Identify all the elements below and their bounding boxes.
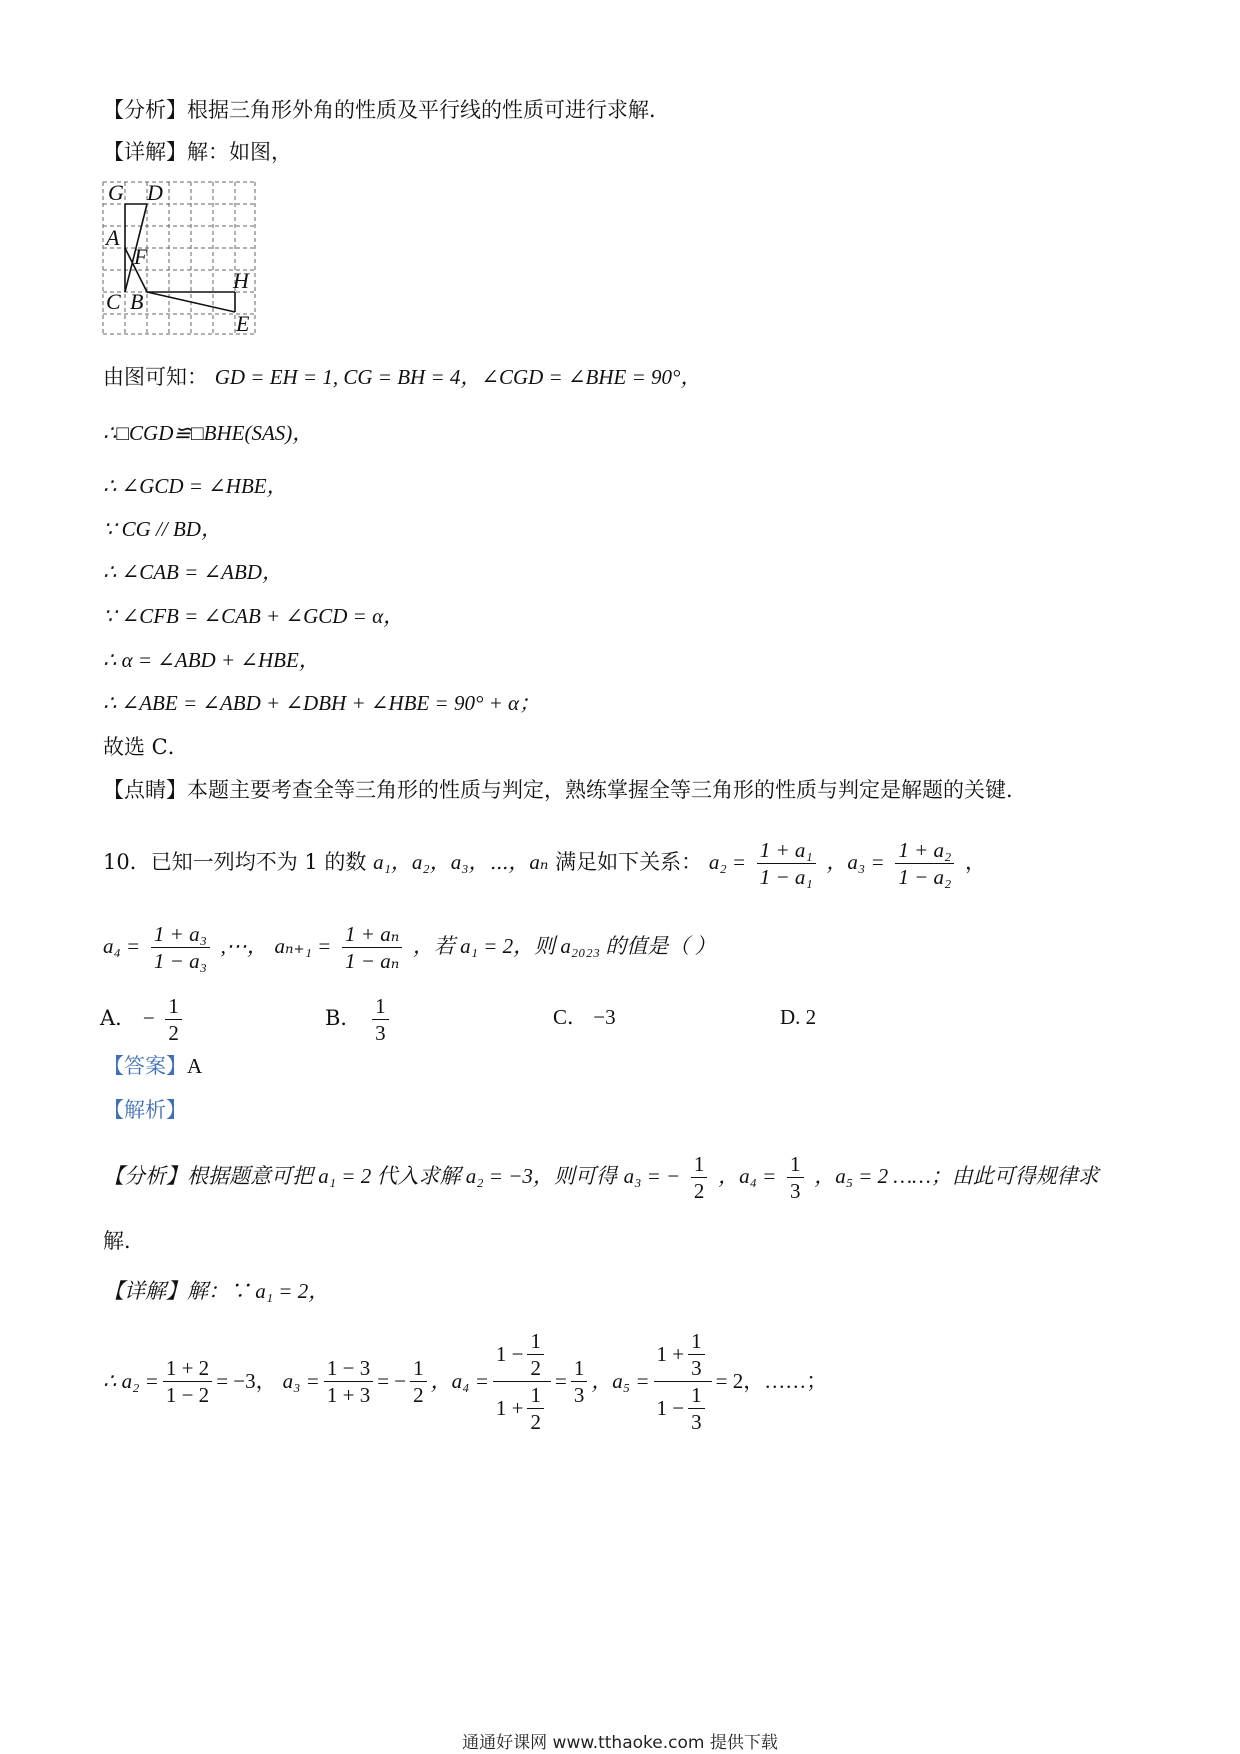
- label-H: H: [233, 268, 249, 293]
- fraction-denominator: 1 − 2: [165, 1382, 210, 1407]
- option-b-label: B．: [325, 1006, 362, 1030]
- denominator-prefix: 1 +: [495, 1396, 524, 1420]
- fraction-numerator: 1 − 3: [324, 1355, 373, 1382]
- option-a-label: A．: [100, 1006, 137, 1030]
- inner-fraction: [527, 1328, 544, 1381]
- q10-analysis-tail: ，a₅ = 2 ……；由此可得规律求: [814, 1164, 1099, 1188]
- fraction-numerator: 1 + a₁: [757, 837, 816, 864]
- fraction-denominator: 2: [530, 1409, 541, 1434]
- label-F: F: [134, 244, 148, 269]
- calc-a5-complex-fraction: [654, 1328, 712, 1435]
- geometry-figure: [100, 178, 260, 338]
- calc-a2-fraction: [163, 1355, 212, 1408]
- step-2: ∴ ∠GCD = ∠HBE，: [103, 474, 288, 498]
- fraction-denominator: 2: [168, 1021, 179, 1045]
- answer-value: A: [187, 1054, 203, 1078]
- note-line: 【点睛】本题主要考查全等三角形的性质与判定，熟练掌握全等三角形的性质与判定是解题的关键．: [103, 778, 1027, 802]
- q10-stem-a: 10．已知一列均不为 1 的数: [103, 850, 367, 874]
- q10-analysis-a3-fraction: [691, 1151, 708, 1204]
- fraction-denominator: 1 − a₂: [898, 865, 952, 889]
- fraction-denominator: 3: [691, 1409, 702, 1434]
- q10-a4-fraction: [151, 921, 210, 974]
- step-7: ∴ ∠ABE = ∠ABD + ∠DBH + ∠HBE = 90° + α；: [103, 691, 541, 715]
- from-figure-math: GD = EH = 1, CG = BH = 4，∠CGD = ∠BHE = 90°，: [214, 365, 702, 389]
- fraction-denominator: 2: [413, 1382, 424, 1407]
- label-C: C: [106, 289, 121, 314]
- explain-tag: 【解析】: [103, 1098, 187, 1122]
- option-a-sign: −: [142, 1006, 155, 1030]
- label-G: G: [108, 180, 124, 205]
- q10-detail-line: 【详解】解：∵ a₁ = 2，: [103, 1279, 330, 1303]
- option-a: [100, 990, 186, 1046]
- q10-stem-b: 满足如下关系：: [555, 850, 703, 874]
- detail-line: 【详解】解：如图，: [103, 140, 292, 164]
- calc-a3-result: [410, 1355, 427, 1408]
- fraction-numerator: 1 + a₃: [151, 921, 210, 948]
- fraction-denominator: 2: [693, 1179, 705, 1203]
- q10-analysis-a4: ，a₄ =: [718, 1164, 777, 1188]
- q10-stem-line-1: [103, 834, 986, 890]
- fraction-denominator: 3: [573, 1382, 585, 1407]
- q10-a2-lhs: a₂ =: [708, 850, 747, 874]
- q10-a3-fraction: [895, 837, 954, 890]
- q10-stem-line-2: [103, 918, 716, 974]
- from-figure-text: 由图可知：: [103, 365, 208, 389]
- fraction-numerator: 1: [571, 1355, 588, 1382]
- inner-fraction: [688, 1382, 705, 1435]
- fraction-numerator: 1: [688, 1328, 705, 1355]
- analysis-line: 【分析】根据三角形外角的性质及平行线的性质可进行求解．: [103, 98, 670, 122]
- answer-tag: 【答案】: [103, 1054, 187, 1078]
- q10-dots: ,⋯，: [220, 934, 268, 958]
- fraction-denominator: 1 − a₃: [153, 949, 207, 973]
- calc-a2-lhs: ∴ a₂ =: [103, 1369, 159, 1393]
- q10-analysis-line-2: 解．: [103, 1229, 145, 1253]
- q10-analysis-text: 【分析】根据题意可把 a₁ = 2 代入求解 a₂ = −3，则可得: [103, 1164, 617, 1188]
- calc-a3-lhs: a₃ =: [282, 1369, 320, 1393]
- inner-fraction: [527, 1382, 544, 1435]
- calc-a3-fraction: [324, 1355, 373, 1408]
- fraction-denominator: 1 + 3: [326, 1382, 371, 1407]
- calc-a5-value: = 2，……；: [715, 1369, 828, 1393]
- option-a-fraction: [165, 993, 182, 1046]
- fraction-numerator: 1: [410, 1355, 427, 1382]
- label-E: E: [236, 311, 250, 336]
- calc-a4-result: [571, 1355, 588, 1408]
- fraction-denominator: 1 − a₁: [759, 865, 813, 889]
- fraction-numerator: 1: [372, 993, 389, 1020]
- q10-sequence: a₁，a₂，a₃，⋯，aₙ: [373, 850, 549, 874]
- label-A: A: [106, 225, 120, 250]
- denominator-prefix: 1 −: [656, 1396, 685, 1420]
- fraction-denominator: 1 − aₙ: [345, 949, 400, 973]
- answer-line: [103, 1051, 202, 1081]
- option-c: C． −3: [553, 1005, 616, 1029]
- q10-a4-lhs: a₄ =: [103, 934, 141, 958]
- q10-analysis-a4-fraction: [787, 1151, 804, 1204]
- calc-a4-equals: =: [554, 1369, 567, 1393]
- complex-numerator: [654, 1328, 712, 1382]
- step-5: ∵ ∠CFB = ∠CAB + ∠GCD = α，: [103, 604, 405, 628]
- fraction-denominator: 3: [691, 1355, 702, 1380]
- fraction-numerator: 1 + 2: [163, 1355, 212, 1382]
- q10-condition: ，若 a₁ = 2，则 a₂₀₂₃ 的值是（ ）: [412, 934, 716, 958]
- step-1: ∴□CGD≌□BHE(SAS)，: [103, 421, 314, 445]
- fraction-numerator: 1: [787, 1151, 804, 1178]
- fraction-denominator: 3: [375, 1021, 386, 1045]
- comma: ，: [965, 850, 987, 874]
- fraction-denominator: 3: [790, 1179, 801, 1203]
- fraction-denominator: 2: [530, 1355, 541, 1380]
- q10-a3-lhs: ，a₃ =: [826, 850, 885, 874]
- step-6: ∴ α = ∠ABD + ∠HBE，: [103, 648, 320, 672]
- q10-an-fraction: [342, 921, 402, 974]
- label-B: B: [130, 289, 144, 314]
- calc-a3-equals: = −: [377, 1369, 407, 1393]
- numerator-prefix: 1 +: [656, 1342, 685, 1366]
- fraction-numerator: 1: [527, 1382, 544, 1409]
- option-d: D. 2: [780, 1005, 817, 1029]
- fraction-numerator: 1 + a₂: [895, 837, 954, 864]
- calc-a4-complex-fraction: [493, 1328, 551, 1435]
- fraction-numerator: 1: [688, 1382, 705, 1409]
- complex-denominator: [493, 1382, 551, 1435]
- q10-a2-fraction: [757, 837, 816, 890]
- option-b-fraction: [372, 993, 389, 1046]
- page-footer: 通通好课网 www.tthaoke.com 提供下载: [462, 1733, 778, 1753]
- choice-line: 故选 C．: [103, 735, 189, 759]
- fraction-numerator: 1 + aₙ: [342, 921, 402, 948]
- inner-fraction: [688, 1328, 705, 1381]
- step-3: ∵ CG // BD，: [103, 517, 222, 541]
- q10-analysis-line: [103, 1148, 1099, 1204]
- numerator-prefix: 1 −: [495, 1342, 524, 1366]
- calc-a2-value: = −3，: [216, 1369, 277, 1393]
- from-figure-line: [103, 362, 701, 392]
- option-b: [325, 990, 393, 1046]
- calc-a5-lhs: ，a₅ =: [591, 1369, 650, 1393]
- q10-analysis-a3: a₃ = −: [623, 1164, 681, 1188]
- complex-numerator: [493, 1328, 551, 1382]
- complex-denominator: [654, 1382, 712, 1435]
- fraction-numerator: 1: [527, 1328, 544, 1355]
- step-4: ∴ ∠CAB = ∠ABD，: [103, 560, 283, 584]
- fraction-numerator: 1: [165, 993, 182, 1020]
- q10-an-lhs: aₙ₊₁ =: [274, 934, 332, 958]
- calc-a4-lhs: ，a₄ =: [430, 1369, 489, 1393]
- q10-calc-line: [103, 1326, 827, 1436]
- label-D: D: [147, 180, 163, 205]
- fraction-numerator: 1: [691, 1151, 708, 1178]
